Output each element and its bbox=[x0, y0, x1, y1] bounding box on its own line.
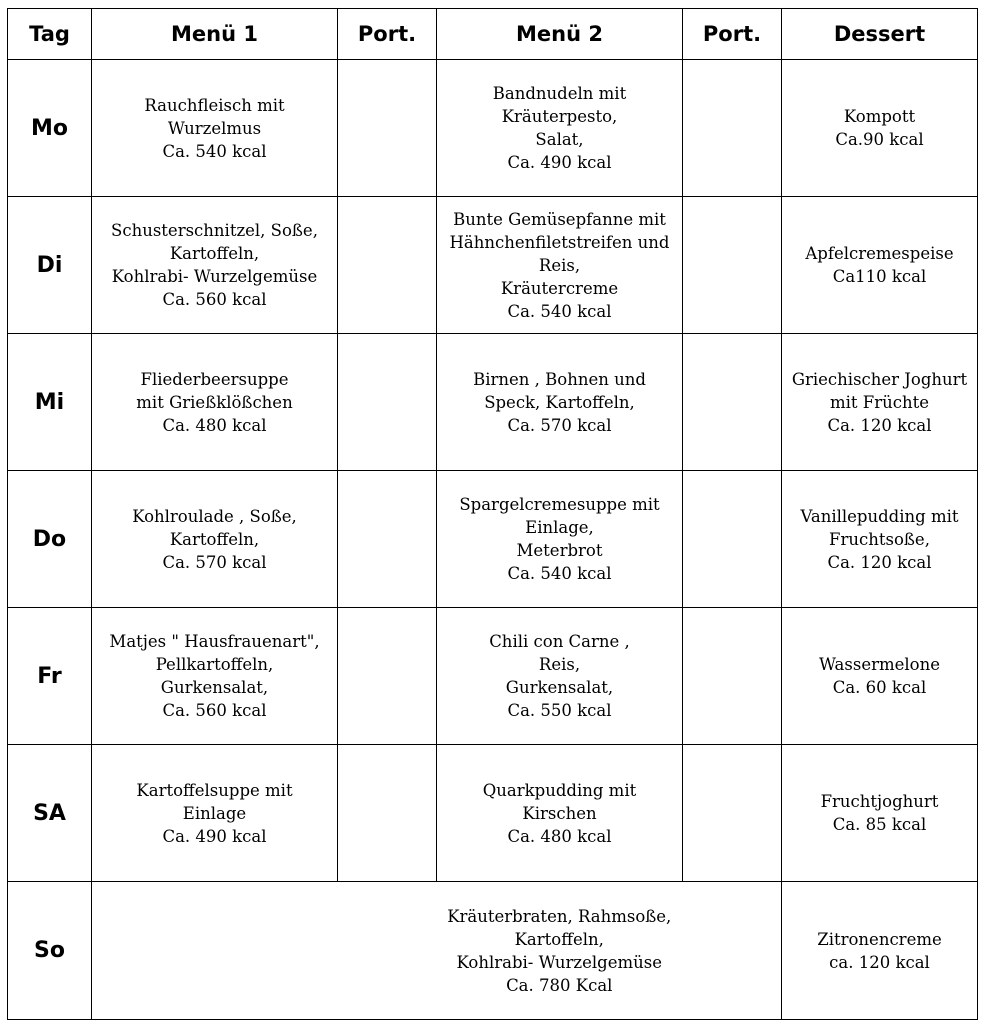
port-1-cell bbox=[338, 60, 437, 197]
dessert-text: Zitronencreme ca. 120 kcal bbox=[817, 929, 942, 972]
menu-1-text: Kohlroulade , Soße, Kartoffeln, Ca. 570 kcal bbox=[132, 506, 297, 572]
header-row bbox=[8, 9, 978, 60]
day-row-di bbox=[8, 197, 978, 334]
day-label: Mi bbox=[8, 334, 92, 471]
day-row-fr bbox=[8, 608, 978, 745]
port-1-cell bbox=[338, 197, 437, 334]
dessert-text: Apfelcremespeise Ca110 kcal bbox=[805, 244, 954, 286]
sunday-empty-cell bbox=[92, 882, 338, 1020]
menu-1-cell bbox=[92, 471, 338, 608]
day-label: Fr bbox=[8, 608, 92, 745]
port-2-cell bbox=[683, 608, 782, 745]
menu-2-text: Spargelcremesuppe mit Einlage, Meterbrot Ca. 540 kcal bbox=[459, 495, 660, 583]
menu-1-text: Kartoffelsuppe mit Einlage Ca. 490 kcal bbox=[136, 780, 293, 846]
dessert-cell bbox=[782, 334, 978, 471]
menu-2-cell bbox=[437, 197, 683, 334]
header-port-2: Port. bbox=[683, 9, 782, 60]
dessert-text: Fruchtjoghurt Ca. 85 kcal bbox=[820, 792, 939, 834]
day-label: Do bbox=[8, 471, 92, 608]
port-2-cell bbox=[683, 197, 782, 334]
header-menu-2: Menü 2 bbox=[437, 9, 683, 60]
menu-2-cell bbox=[437, 60, 683, 197]
dessert-text: Kompott Ca.90 kcal bbox=[835, 107, 924, 149]
port-1-cell bbox=[338, 471, 437, 608]
header-dessert: Dessert bbox=[782, 9, 978, 60]
menu-1-text: Schusterschnitzel, Soße, Kartoffeln, Kohlrabi- Wurzelgemüse Ca. 560 kcal bbox=[111, 221, 318, 309]
menu-1-text: Fliederbeersuppe mit Grießklößchen Ca. 480 kcal bbox=[136, 369, 293, 435]
menu-2-text: Birnen , Bohnen und Speck, Kartoffeln, Ca. 570 kcal bbox=[473, 369, 646, 435]
menu-1-cell bbox=[92, 608, 338, 745]
menu-1-cell bbox=[92, 334, 338, 471]
port-2-cell bbox=[683, 334, 782, 471]
menu-1-cell bbox=[92, 60, 338, 197]
header-menu-1: Menü 1 bbox=[92, 9, 338, 60]
menu-2-text: Chili con Carne , Reis, Gurkensalat, Ca. 550 kcal bbox=[489, 632, 630, 720]
dessert-cell bbox=[782, 197, 978, 334]
menu-2-text: Bandnudeln mit Kräuterpesto, Salat, Ca. 490 kcal bbox=[492, 84, 627, 172]
dessert-cell bbox=[782, 745, 978, 882]
menu-1-cell bbox=[92, 197, 338, 334]
day-row-mi bbox=[8, 334, 978, 471]
dessert-cell bbox=[782, 471, 978, 608]
menu-2-text: Bunte Gemüsepfanne mit Hähnchenfiletstreifen und Reis, Kräutercreme Ca. 540 kcal bbox=[449, 209, 670, 321]
day-row-do bbox=[8, 471, 978, 608]
menu-1-text: Matjes " Hausfrauenart", Pellkartoffeln, Gurkensalat, Ca. 560 kcal bbox=[109, 632, 320, 720]
menu-2-cell bbox=[437, 471, 683, 608]
header-port-1: Port. bbox=[338, 9, 437, 60]
dessert-text: Vanillepudding mit Fruchtsoße, Ca. 120 kcal bbox=[800, 506, 959, 572]
header-tag: Tag bbox=[8, 9, 92, 60]
dessert-cell bbox=[782, 882, 978, 1020]
day-label: Di bbox=[8, 197, 92, 334]
port-1-cell bbox=[338, 608, 437, 745]
dessert-cell bbox=[782, 60, 978, 197]
menu-2-text: Quarkpudding mit Kirschen Ca. 480 kcal bbox=[482, 780, 637, 846]
menu-2-cell bbox=[437, 334, 683, 471]
port-1-cell bbox=[338, 745, 437, 882]
day-row-sa bbox=[8, 745, 978, 882]
weekly-menu-table bbox=[7, 8, 978, 1020]
day-label: So bbox=[8, 882, 92, 1020]
menu-2-cell bbox=[437, 745, 683, 882]
port-2-cell bbox=[683, 471, 782, 608]
dessert-text: Wassermelone Ca. 60 kcal bbox=[819, 655, 940, 697]
sunday-main-cell bbox=[338, 882, 782, 1020]
menu-2-cell bbox=[437, 608, 683, 745]
day-label: Mo bbox=[8, 60, 92, 197]
sunday-main-text: Kräuterbraten, Rahmsoße, Kartoffeln, Kohlrabi- Wurzelgemüse Ca. 780 Kcal bbox=[447, 906, 672, 995]
port-1-cell bbox=[338, 334, 437, 471]
menu-1-cell bbox=[92, 745, 338, 882]
day-row-mo bbox=[8, 60, 978, 197]
day-row-so bbox=[8, 882, 978, 1020]
dessert-text: Griechischer Joghurt mit Früchte Ca. 120 kcal bbox=[791, 369, 968, 435]
day-label: SA bbox=[8, 745, 92, 882]
port-2-cell bbox=[683, 745, 782, 882]
menu-1-text: Rauchfleisch mit Wurzelmus Ca. 540 kcal bbox=[144, 95, 285, 161]
port-2-cell bbox=[683, 60, 782, 197]
dessert-cell bbox=[782, 608, 978, 745]
